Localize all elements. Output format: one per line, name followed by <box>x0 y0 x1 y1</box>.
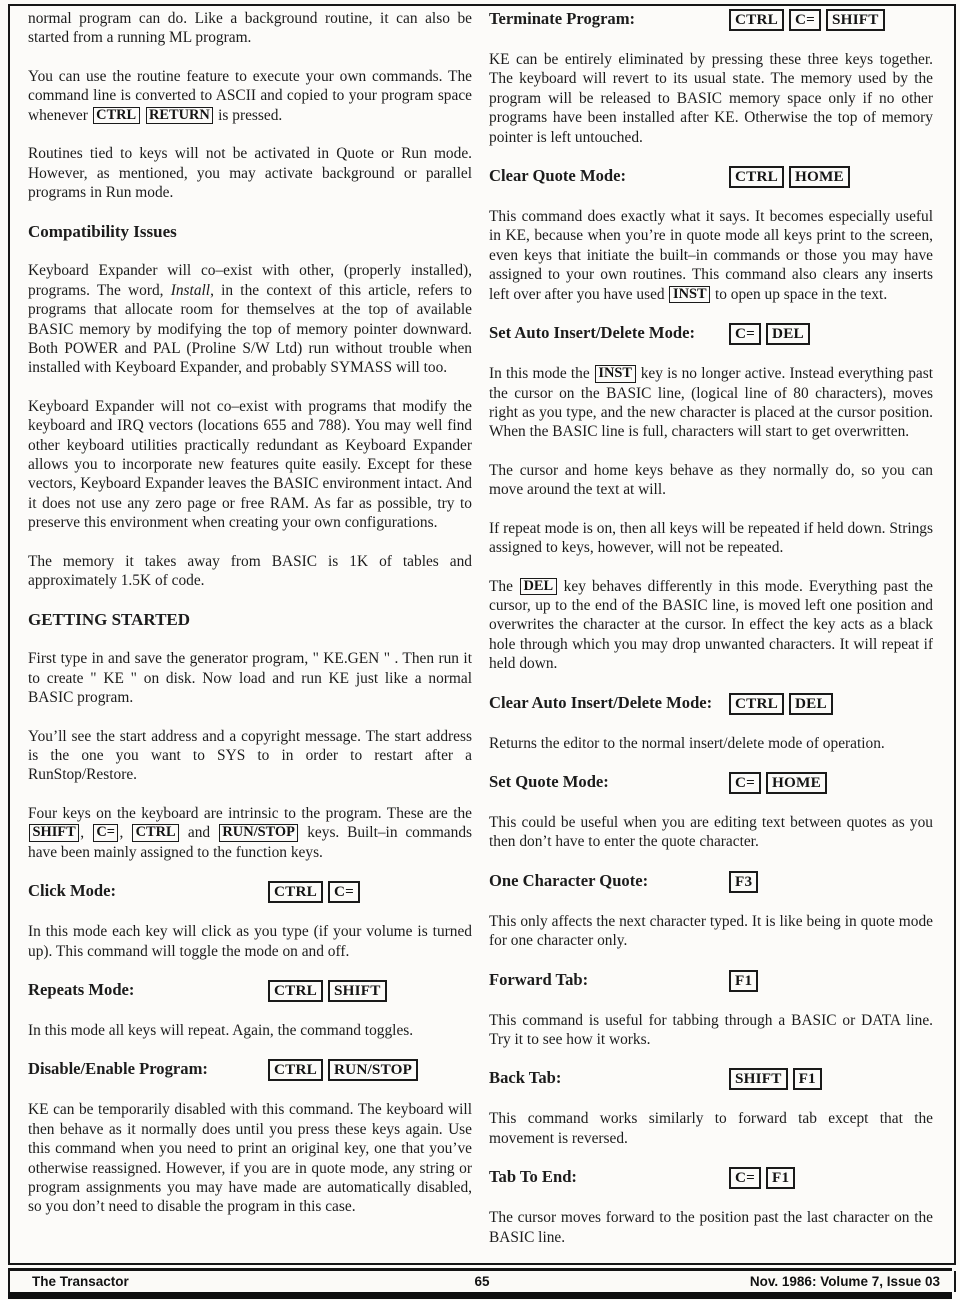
command-label: Set Quote Mode: <box>489 772 609 792</box>
footer-band <box>8 1271 956 1292</box>
footer-magazine-title: The Transactor <box>32 1274 129 1289</box>
paragraph: This command does exactly what it says. It becomes especially useful in KE, because when you’re in quote mode all keys print to the screen, even keys that initiate the built–in commands or those you may have assigned to your own routines. This command also clears any inserts left over after you have used INST to open up space in the text. <box>489 208 933 303</box>
command-keys <box>729 11 890 28</box>
command-row <box>489 323 933 345</box>
keycap-inst: INST <box>595 365 636 383</box>
command-keys <box>729 168 855 185</box>
keycap-ctrl: CTRL <box>268 881 323 903</box>
command-keys <box>268 1061 423 1078</box>
command-row <box>489 871 933 893</box>
keycap-home: HOME <box>789 166 850 188</box>
keycap-c: C= <box>729 323 761 345</box>
paragraph: KE can be entirely eliminated by pressing these three keys together. The keyboard will revert to its usual state. The memory used by the program will be released to BASIC memory space only if no other programs have been installed after KE. Otherwise the top of memory pointer is left untouched. <box>489 51 933 146</box>
paragraph: The DEL key behaves differently in this mode. Everything past the cursor, up to the end of the BASIC line, is moved left one position and overwrites the character at the cursor. In effect the key acts as a black hole through which you may drop unwanted characters. It will repeat if held down. <box>489 577 933 673</box>
keycap-ctrl: CTRL <box>729 166 784 188</box>
paragraph: Keyboard Expander will not co–exist with programs that modify the keyboard and IRQ vectors (locations 655 and 788). You may well find other keyboard utilities practically redundant as Keyboard Expander allows you to incorporate new features quite easily. Except for these vectors, Keyboard Expander leaves the BASIC environment intact. And it does not use any zero page or free RAM. As far as possible, try to preserve this environment when creating your own configurations. <box>28 397 472 532</box>
keycap-c: C= <box>789 9 821 31</box>
command-keys <box>268 883 365 900</box>
command-row <box>28 1059 472 1081</box>
command-keys <box>729 972 763 989</box>
keycap-ctrl: CTRL <box>132 824 179 842</box>
keycap-c: C= <box>729 1167 761 1189</box>
paragraph: You’ll see the start address and a copyright message. The start address is the one you want to SYS to in order to restart after a RunStop/Restore. <box>28 727 472 784</box>
footer-page-number: 65 <box>474 1274 490 1289</box>
footer-issue-info: Nov. 1986: Volume 7, Issue 03 <box>749 1274 940 1289</box>
keycap-shift: SHIFT <box>826 9 885 31</box>
keycap-c: C= <box>93 824 119 842</box>
command-keys <box>268 982 392 999</box>
keycap-ctrl: CTRL <box>93 107 140 125</box>
command-label: Back Tab: <box>489 1068 562 1088</box>
paragraph: This command is useful for tabbing through a BASIC or DATA line. Try it to see how it works. <box>489 1011 933 1049</box>
paragraph: This only affects the next character typed. It is like being in quote mode for one character only. <box>489 912 933 950</box>
paragraph: In this mode the INST key is no longer active. Instead everything past the cursor on the BASIC line, (logical line of 80 characters), moves right as you type, and the new character is placed at the cursor position. When the BASIC line is full, characters will start to get overwritten. <box>489 365 933 441</box>
command-label: Clear Auto Insert/Delete Mode: <box>489 692 713 712</box>
command-row <box>28 980 472 1002</box>
right-column <box>489 9 933 1255</box>
paragraph: This could be useful when you are editing text between quotes as you then don’t have to enter the quote character. <box>489 814 933 851</box>
command-label: Terminate Program: <box>489 9 636 28</box>
command-row <box>489 1068 933 1090</box>
keycap-f3: F3 <box>729 871 758 893</box>
command-row <box>489 1167 933 1189</box>
paragraph: Returns the editor to the normal insert/delete mode of operation. <box>489 734 885 752</box>
command-keys <box>729 873 763 890</box>
command-row <box>489 772 933 794</box>
keycap-shift: SHIFT <box>729 1068 788 1090</box>
paragraph: Four keys on the keyboard are intrinsic to the program. These are the SHIFT , C= , CTRL and RUN/STOP keys. Built–in commands have been mainly assigned to the function keys. <box>28 804 472 861</box>
command-row <box>28 881 472 903</box>
keycap-return: RETURN <box>146 107 214 125</box>
keycap-shift: SHIFT <box>29 824 79 842</box>
paragraph: In this mode all keys will repeat. Again, the command toggles. <box>28 1022 414 1039</box>
command-label: Forward Tab: <box>489 969 589 989</box>
keycap-del: DEL <box>520 578 557 596</box>
paragraph: The memory it takes away from BASIC is 1K of tables and approximately 1.5K of code. <box>28 552 472 590</box>
keycap-ctrl: CTRL <box>729 9 784 31</box>
paragraph: Routines tied to keys will not be activated in Quote or Run mode. However, as mentioned, you may activate background or parallel programs in Run mode. <box>28 145 472 201</box>
keycap-inst: INST <box>669 286 710 304</box>
command-keys <box>729 325 815 342</box>
keycap-ctrl: CTRL <box>268 1059 323 1081</box>
keycap-home: HOME <box>766 772 827 794</box>
keycap-c: C= <box>729 772 761 794</box>
command-row <box>489 9 933 31</box>
left-column <box>28 9 472 1255</box>
command-keys <box>729 695 838 712</box>
command-label: One Character Quote: <box>489 870 649 890</box>
paragraph: In this mode each key will click as you type (if your volume is turned up). This command will toggle the mode on and off. <box>28 923 472 960</box>
paragraph: This command works similarly to forward tab except that the movement is reversed. <box>489 1110 933 1147</box>
keycap-ctrl: CTRL <box>268 980 323 1002</box>
command-label: Tab To End: <box>489 1167 577 1187</box>
paragraph: KE can be temporarily disabled with this command. The keyboard will then behave as it normally does until you press these keys again. Use this command when you need to print an original key, one that you’ve otherwise reassigned. However, if you are in quote mode, any string or program assignments you may have made are automatically disabled, so you don’t need to disable the program in this case. <box>28 1101 472 1216</box>
command-label: Set Auto Insert/Delete Mode: <box>489 323 695 343</box>
paragraph: The cursor moves forward to the position past the last character on the BASIC line. <box>489 1209 933 1246</box>
command-label: Disable/Enable Program: <box>28 1059 208 1079</box>
paragraph: Keyboard Expander will co–exist with other, (properly installed), programs. The word, Install, in the context of this article, refers to programs that allocate room for themselves at the top of available BASIC memory by modifying the top of memory pointer downward. Both POWER and PAL (Proline S/W Ltd) run without trouble when installed with Keyboard Expander, and probably SYMASS will too. <box>28 262 472 377</box>
section-heading: Compatibility Issues <box>28 222 177 242</box>
keycap-f1: F1 <box>729 970 758 992</box>
command-row <box>489 693 933 715</box>
command-label: Repeats Mode: <box>28 980 135 999</box>
paragraph: You can use the routine feature to execute your own commands. The command line is converted to ASCII and copied to your program space whenever CTRL RETURN is pressed. <box>28 67 472 124</box>
section-heading: GETTING STARTED <box>28 610 191 630</box>
paragraph: normal program can do. Like a background routine, it can also be started from a running ML program. <box>28 10 472 47</box>
command-row <box>489 166 933 188</box>
keycap-run-stop: RUN/STOP <box>328 1059 418 1081</box>
keycap-del: DEL <box>766 323 810 345</box>
keycap-f1: F1 <box>766 1167 795 1189</box>
paragraph: First type in and save the generator program, " KE.GEN " . Then run it to create " KE " on disk. Now load and run KE just like a normal BASIC program. <box>28 650 472 707</box>
command-keys <box>729 774 832 791</box>
italic-word: Install <box>170 281 211 299</box>
paragraph: If repeat mode is on, then all keys will be repeated if held down. Strings assigned to keys, however, will not be repeated. <box>489 519 933 557</box>
paragraph: The cursor and home keys behave as they normally do, so you can move around the text at will. <box>489 461 933 499</box>
command-keys <box>729 1169 800 1186</box>
keycap-f1: F1 <box>793 1068 822 1090</box>
command-keys <box>729 1070 827 1087</box>
keycap-del: DEL <box>789 693 833 715</box>
keycap-ctrl: CTRL <box>729 693 784 715</box>
keycap-c: C= <box>328 881 360 903</box>
command-label: Clear Quote Mode: <box>489 166 627 186</box>
command-label: Click Mode: <box>28 881 117 901</box>
keycap-run-stop: RUN/STOP <box>219 824 299 842</box>
keycap-shift: SHIFT <box>328 980 387 1002</box>
footer-bottom-bar <box>8 1292 952 1299</box>
command-row <box>489 970 933 992</box>
